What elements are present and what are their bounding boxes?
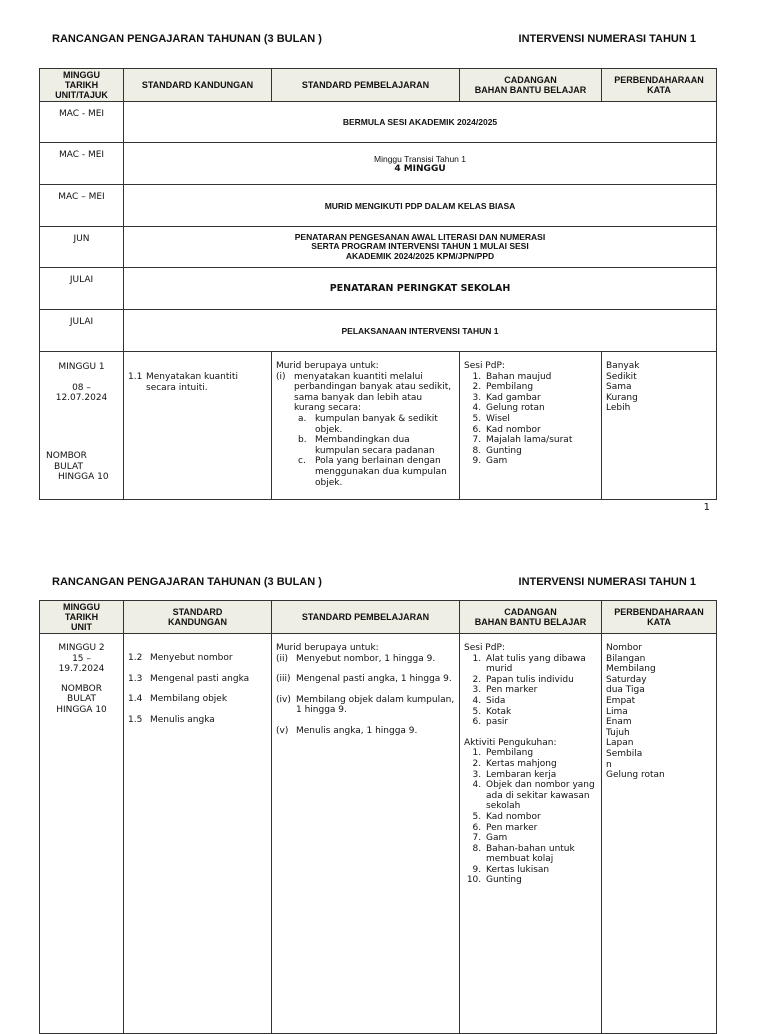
list-item: 5. Kotak <box>484 707 597 718</box>
page2-table-header <box>40 601 717 634</box>
kata-word: n <box>606 759 612 770</box>
span-text: PELAKSANAAN INTERVENSI TAHUN 1 <box>341 325 499 336</box>
col-kata-line: PERBENDAHARAAN <box>614 75 704 85</box>
list-item: 9. Kertas lukisan <box>484 865 597 876</box>
col-kata-header <box>602 69 717 102</box>
bbb-cell <box>460 634 602 1034</box>
bbb-list <box>464 372 597 467</box>
kata-word: Empat <box>606 695 636 706</box>
kata-cell <box>602 352 717 500</box>
page-number: 1 <box>703 502 710 513</box>
page1-header-subject: INTERVENSI NUMERASI TAHUN 1 <box>518 33 696 45</box>
col-week-line: TARIKH <box>64 612 99 622</box>
sp-mark: (iv) <box>276 694 291 705</box>
sp-item <box>276 726 455 737</box>
span-text: Minggu Transisi Tahun 1 <box>374 153 466 164</box>
span-text: MURID MENGIKUTI PDP DALAM KELAS BIASA <box>324 200 516 211</box>
list-item: 4. Sida <box>484 696 597 707</box>
table-row <box>40 634 717 1034</box>
kata-word: Lapan <box>606 738 634 749</box>
list-item: 1. Bahan maujud <box>484 372 597 383</box>
unit-line: BULAT <box>67 694 96 705</box>
span-text: SERTA PROGRAM INTERVENSI TAHUN 1 MULAI SESI <box>311 241 529 252</box>
sk-item <box>128 653 267 664</box>
table-row <box>40 310 717 352</box>
list-item: 7. Gam <box>484 833 597 844</box>
page2-header-subject: INTERVENSI NUMERASI TAHUN 1 <box>518 576 696 588</box>
sk-cell <box>124 634 272 1034</box>
sk-number: 1.2 <box>128 653 143 663</box>
sk-number: 1.5 <box>128 714 143 725</box>
unit-line: NOMBOR <box>61 683 102 694</box>
kata-word: Sedikit <box>606 371 637 382</box>
span-text: PENATARAN PERINGKAT SEKOLAH <box>329 282 511 294</box>
kata-word: Saturday <box>606 674 647 685</box>
week-cell: MAC - MEI <box>40 102 124 143</box>
bbb-cell <box>460 352 602 500</box>
sk-text: Menyebut nombor <box>150 653 233 663</box>
list-item: 8. Gunting <box>484 446 597 457</box>
sp-sub-item <box>276 435 455 456</box>
col-week-line: UNIT/TAJUK <box>55 90 108 100</box>
col-kata-line: KATA <box>647 617 671 627</box>
list-item: 3. Pen marker <box>484 685 597 696</box>
week-date: 19.7.2024 <box>58 664 105 675</box>
span-cell <box>124 268 717 310</box>
col-sk-line: KANDUNGAN <box>168 617 227 627</box>
week-cell: JULAI <box>40 268 124 310</box>
list-item: 5. Kad nombor <box>484 812 597 823</box>
sk-item <box>128 715 267 726</box>
list-item: 2. Kertas mahjong <box>484 759 597 770</box>
page1-header <box>52 33 696 45</box>
list-item: 3. Kad gambar <box>484 393 597 404</box>
col-bbb-header <box>460 69 602 102</box>
sk-text: Mengenal pasti angka <box>150 673 250 684</box>
kata-word: Sembila <box>606 748 643 759</box>
bbb-title: Sesi PdP: <box>464 643 505 653</box>
sp-sub-text: kumpulan banyak & sedikit objek. <box>315 413 438 435</box>
span-cell <box>124 227 717 268</box>
week-cell: MAC – MEI <box>40 185 124 227</box>
sp-item <box>276 695 455 716</box>
sp-text: menyatakan kuantiti melalui perbandingan banyak atau sedikit, sama banyak dan lebih atau kurang secara: <box>294 371 452 414</box>
bbb-list <box>464 748 597 886</box>
kata-word: Kurang <box>606 392 638 403</box>
list-item: 4. Objek dan nombor yang ada di sekitar kawasan sekolah <box>484 780 597 812</box>
col-week-line: TARIKH <box>64 80 99 90</box>
sp-item <box>276 654 455 665</box>
kata-word: dua Tiga <box>606 685 645 696</box>
sp-sub-text: Membandingkan dua kumpulan secara padanan <box>315 435 435 456</box>
sp-text: Menyebut nombor, 1 hingga 9. <box>296 653 436 664</box>
col-sk-header <box>124 601 272 634</box>
list-item: 5. Wisel <box>484 414 597 425</box>
sp-sub-text: Pola yang berlainan dengan menggunakan dua kumpulan objek. <box>315 456 447 488</box>
table-row <box>40 185 717 227</box>
week-date: 15 – <box>72 653 91 664</box>
sk-number: 1.1 <box>128 372 143 382</box>
kata-word: Lima <box>606 706 628 717</box>
list-item: 7. Majalah lama/surat <box>484 435 597 446</box>
week-date: 08 – <box>72 382 91 393</box>
sp-text: Mengenal pasti angka, 1 hingga 9. <box>296 674 452 685</box>
kata-word: Banyak <box>606 361 640 371</box>
unit-line: BULAT <box>54 461 83 472</box>
page2-plan-table <box>39 600 717 1034</box>
table-row <box>40 143 717 185</box>
week-date: 12.07.2024 <box>55 393 108 404</box>
week1-cell <box>40 352 124 500</box>
page1-header-title: RANCANGAN PENGAJARAN TAHUNAN (3 BULAN ) <box>52 33 322 45</box>
week-cell: MAC - MEI <box>40 143 124 185</box>
sp-item <box>276 372 455 414</box>
sk-text: Menyatakan kuantiti secara intuiti. <box>146 372 238 393</box>
sp-item <box>276 674 455 685</box>
unit-line: HINGGA 10 <box>58 472 109 483</box>
col-kata-header <box>602 601 717 634</box>
kata-word: Nombor <box>606 643 642 653</box>
span-text: 4 MINGGU <box>394 163 446 174</box>
list-item: 2. Pembilang <box>484 382 597 393</box>
kata-word: Membilang <box>606 664 656 675</box>
list-item: 8. Bahan-bahan untuk membuat kolaj <box>484 844 597 865</box>
col-bbb-line: BAHAN BANTU BELAJAR <box>474 85 587 95</box>
col-bbb-line: BAHAN BANTU BELAJAR <box>474 617 587 627</box>
col-sp-header: STANDARD PEMBELAJARAN <box>272 69 460 102</box>
sp-sub-item <box>276 414 455 435</box>
span-text: AKADEMIK 2024/2025 KPM/JPN/PPD <box>345 250 495 261</box>
col-week-line: MINGGU <box>63 70 100 80</box>
bbb-list <box>464 654 597 728</box>
list-item: 6. Kad nombor <box>484 425 597 436</box>
col-week-header <box>40 69 124 102</box>
sp-mark: (ii) <box>276 653 289 664</box>
col-bbb-header <box>460 601 602 634</box>
sp-sub-mark: b. <box>298 435 307 446</box>
col-sk-line: STANDARD <box>172 607 223 617</box>
table-row <box>40 102 717 143</box>
sk-item <box>128 674 267 685</box>
col-week-line: MINGGU <box>63 602 100 612</box>
list-item: 1. Pembilang <box>484 748 597 759</box>
week-cell: JUN <box>40 227 124 268</box>
list-item: 9. Gam <box>484 456 597 467</box>
week-unit <box>46 451 109 483</box>
list-item: 6. Pen marker <box>484 823 597 834</box>
col-week-header <box>40 601 124 634</box>
sk-item <box>128 694 267 705</box>
sp-intro: Murid berupaya untuk: <box>276 643 379 653</box>
sp-sub-item <box>276 456 455 488</box>
week-label: MINGGU 1 <box>58 362 105 372</box>
table-row <box>40 268 717 310</box>
table-row <box>40 352 717 500</box>
span-cell <box>124 102 717 143</box>
sk-number: 1.3 <box>128 673 143 684</box>
bbb-title: Aktiviti Pengukuhan: <box>464 737 557 748</box>
page1-table-header <box>40 69 717 102</box>
kata-word: Gelung rotan <box>606 770 665 781</box>
week-label: MINGGU 2 <box>58 643 105 653</box>
sp-text: Membilang objek dalam kumpulan, 1 hingga 9. <box>296 694 455 716</box>
kata-cell <box>602 634 717 1034</box>
sp-cell <box>272 634 460 1034</box>
sp-sub-mark: a. <box>298 413 307 424</box>
list-item: 10. Gunting <box>484 875 597 886</box>
list-item: 4. Gelung rotan <box>484 403 597 414</box>
list-item: 3. Lembaran kerja <box>484 770 597 781</box>
kata-word: Sama <box>606 382 632 393</box>
week-cell: JULAI <box>40 310 124 352</box>
unit-line: NOMBOR <box>46 451 87 461</box>
col-bbb-line: CADANGAN <box>504 75 557 85</box>
span-cell <box>124 310 717 352</box>
bbb-title: Sesi PdP: <box>464 361 505 371</box>
sk-text: Menulis angka <box>150 714 215 725</box>
kata-word: Enam <box>606 717 632 728</box>
page2-header <box>52 576 696 588</box>
list-item: 6. pasir <box>484 717 597 728</box>
unit-line: HINGGA 10 <box>56 704 107 715</box>
kata-word: Tujuh <box>606 727 630 738</box>
span-text: PENATARAN PENGESANAN AWAL LITERASI DAN NUMERASI <box>294 231 546 242</box>
sp-mark: (i) <box>276 371 286 382</box>
page2-header-title: RANCANGAN PENGAJARAN TAHUNAN (3 BULAN ) <box>52 576 322 588</box>
col-bbb-line: CADANGAN <box>504 607 557 617</box>
sp-text: Menulis angka, 1 hingga 9. <box>296 725 418 736</box>
col-sp-header: STANDARD PEMBELAJARAN <box>272 601 460 634</box>
sp-intro: Murid berupaya untuk: <box>276 361 379 371</box>
table-row <box>40 227 717 268</box>
list-item: 2. Papan tulis individu <box>484 675 597 686</box>
col-kata-line: PERBENDAHARAAN <box>614 607 704 617</box>
kata-word: Lebih <box>606 403 631 414</box>
col-week-line: UNIT <box>71 622 92 632</box>
sk-text: Membilang objek <box>150 694 228 705</box>
span-cell <box>124 143 717 185</box>
span-cell <box>124 185 717 227</box>
col-kata-line: KATA <box>647 85 671 95</box>
col-sk-header: STANDARD KANDUNGAN <box>124 69 272 102</box>
sp-cell <box>272 352 460 500</box>
sp-sub-mark: c. <box>298 456 306 467</box>
sk-number: 1.4 <box>128 694 143 705</box>
week2-cell <box>40 634 124 1034</box>
span-text: BERMULA SESI AKADEMIK 2024/2025 <box>342 117 498 127</box>
kata-word: Bilangan <box>606 653 646 664</box>
page1-plan-table <box>39 68 717 500</box>
sp-mark: (v) <box>276 725 289 736</box>
sk-cell <box>124 352 272 500</box>
sp-mark: (iii) <box>276 674 291 685</box>
sk-item <box>128 372 267 393</box>
list-item: 1. Alat tulis yang dibawa murid <box>484 654 597 675</box>
